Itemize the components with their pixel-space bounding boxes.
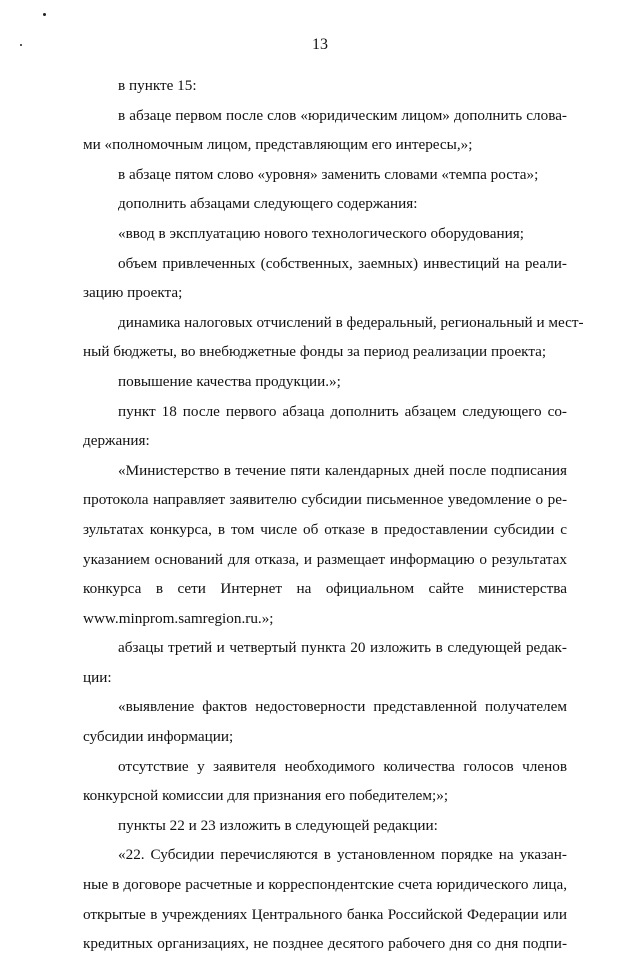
- text-line: зацию проекта;: [83, 284, 183, 302]
- text-line: в пункте 15:: [118, 77, 197, 94]
- text-line: ции:: [83, 668, 112, 686]
- text-line: указанием оснований для отказа, и размещает информацию о результатах: [83, 550, 567, 568]
- text-line: пункт 18 после первого абзаца дополнить абзацем следующего со-: [118, 402, 567, 420]
- text-line: «22. Субсидии перечисляются в установленном порядке на указан-: [118, 846, 567, 864]
- text-line: открытые в учреждениях Центрального банка Российской Федерации или: [83, 905, 567, 923]
- text-line: дополнить абзацами следующего содержания:: [118, 195, 418, 213]
- text-line: ный бюджеты, во внебюджетные фонды за период реализации проекта;: [83, 343, 547, 361]
- text-line: субсидии информации;: [83, 728, 234, 746]
- text-line: в абзаце первом после слов «юридическим лицом» дополнить слова-: [118, 106, 567, 124]
- text-line: «ввод в эксплуатацию нового технологического оборудования;: [118, 224, 524, 242]
- text-line: абзацы третий и четвертый пункта 20 изложить в следующей редак-: [118, 639, 567, 657]
- text-line: конкурса в сети Интернет на официальном сайте министерства: [83, 580, 567, 598]
- text-line: конкурсной комиссии для признания его победителем;»;: [83, 787, 449, 805]
- page-number: 13: [312, 36, 328, 53]
- text-line: протокола направляет заявителю субсидии письменное уведомление о ре-: [83, 491, 567, 509]
- text-line: в абзаце пятом слово «уровня» заменить словами «темпа роста»;: [118, 165, 539, 183]
- text-line: www.minprom.samregion.ru.»;: [83, 609, 274, 627]
- text-line: отсутствие у заявителя необходимого количества голосов членов: [118, 757, 567, 775]
- text-line: «выявление фактов недостоверности представленной получателем: [118, 698, 567, 716]
- text-line: повышение качества продукции.»;: [118, 372, 341, 390]
- text-line: зультатах конкурса, в том числе об отказе в предоставлении субсидии с: [83, 520, 567, 538]
- text-line: динамика налоговых отчислений в федеральный, региональный и мест-: [118, 313, 584, 331]
- text-line: ми «полномочным лицом, представляющим его интересы,»;: [83, 136, 473, 154]
- text-line: ные в договоре расчетные и корреспондентские счета юридического лица,: [83, 876, 567, 894]
- text-line: «Министерство в течение пяти календарных дней после подписания: [118, 461, 567, 479]
- text-line: объем привлеченных (собственных, заемных) инвестиций на реали-: [118, 254, 567, 272]
- text-line: пункты 22 и 23 изложить в следующей редакции:: [118, 816, 438, 834]
- text-line: кредитных организациях, не позднее десятого рабочего дня со дня подпи-: [83, 935, 567, 953]
- scan-speck: [43, 13, 46, 16]
- body-text: [83, 71, 584, 959]
- text-line: держания:: [83, 432, 150, 450]
